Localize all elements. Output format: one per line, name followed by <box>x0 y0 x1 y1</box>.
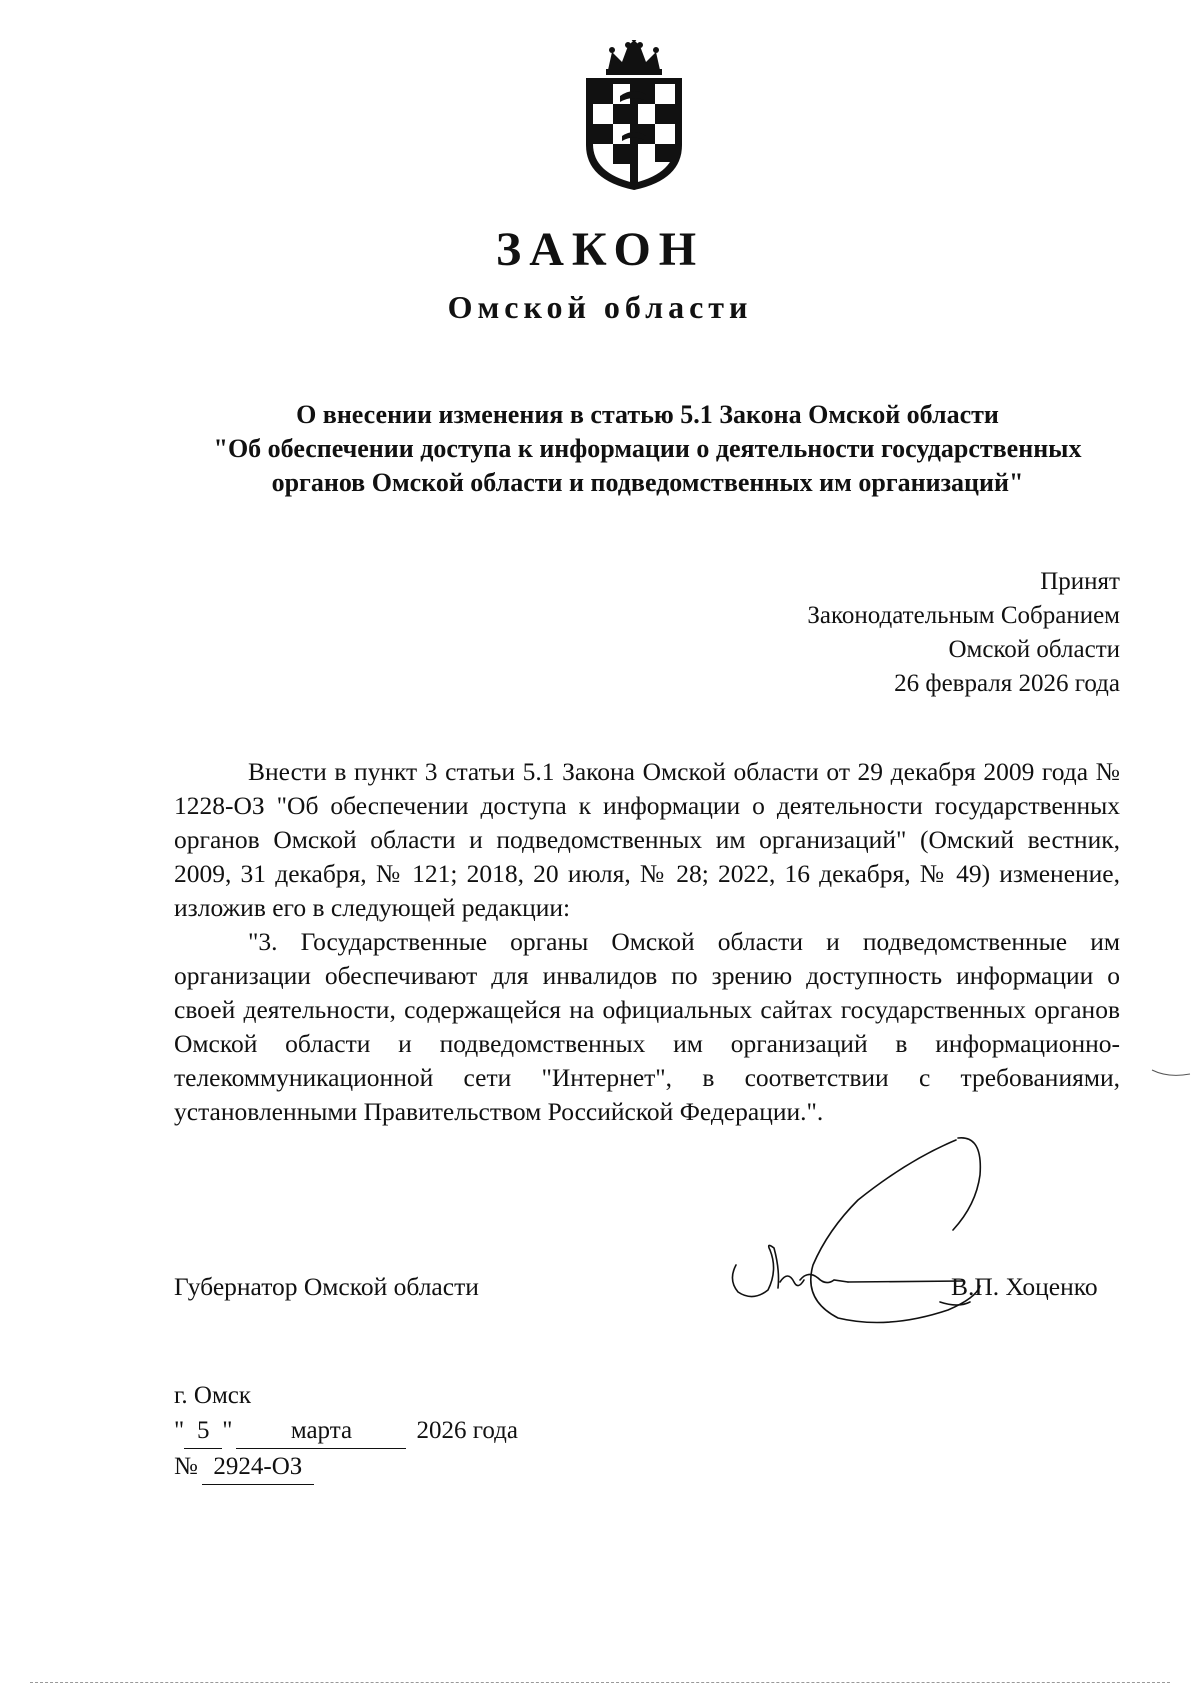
heading-line: "Об обеспечении доступа к информации о деятельности государственных <box>213 434 1082 463</box>
adoption-line: Законодательным Собранием <box>807 602 1120 629</box>
adoption-line: Омской области <box>948 636 1120 663</box>
heading-line: органов Омской области и подведомственных им организаций" <box>271 468 1024 497</box>
city: г. Омск <box>174 1382 252 1409</box>
place-date-block <box>174 1378 518 1485</box>
scan-edge-mark <box>1150 1066 1195 1080</box>
coat-of-arms-emblem <box>578 40 690 192</box>
date-day: 5 <box>184 1413 222 1449</box>
adoption-date: 26 февраля 2026 года <box>894 670 1120 697</box>
law-heading <box>170 398 1125 500</box>
region-subtitle: Омской области <box>447 289 753 325</box>
quote-open: " <box>174 1417 185 1444</box>
date-month: марта <box>236 1413 406 1449</box>
body-paragraph-1: Внести в пункт 3 статьи 5.1 Закона Омской области от 29 декабря 2009 года № 1228-ОЗ "Об обеспечении доступа к информации о деятельности государственных органов Омской области и подведомственных им организаций" (Омский вестник, 2009, 31 декабря, № 121; 2018, 20 июля, № 28; 2022, 16 декабря, № 49) изменение, изложив его в следующей редакции: <box>174 757 1120 922</box>
signatory-name: В.П. Хоценко <box>951 1272 1098 1301</box>
heading-line: О внесении изменения в статью 5.1 Закона Омской области <box>296 400 999 429</box>
page-edge-line <box>30 1682 1170 1683</box>
adoption-line: Принят <box>1040 568 1120 595</box>
signatory-position: Губернатор Омской области <box>174 1272 479 1301</box>
law-body <box>174 755 1120 1129</box>
date-year: 2026 года <box>416 1417 518 1444</box>
quote-close: " <box>222 1417 233 1444</box>
number-label: № <box>174 1453 198 1480</box>
document-type-title: ЗАКОН <box>495 223 705 276</box>
law-number: 2924-ОЗ <box>202 1449 314 1485</box>
body-paragraph-2: "3. Государственные органы Омской области и подведомственные им организации обеспечивают для инвалидов по зрению доступность информации о своей деятельности, содержащейся на официальных сайтах государственных органов Омской области и подведомственных им организаций в информационно-телекоммуникационной сети "Интернет", в соответствии с требованиями, установленными Правительством Российской Федерации.". <box>174 927 1120 1126</box>
adoption-block <box>807 565 1120 701</box>
